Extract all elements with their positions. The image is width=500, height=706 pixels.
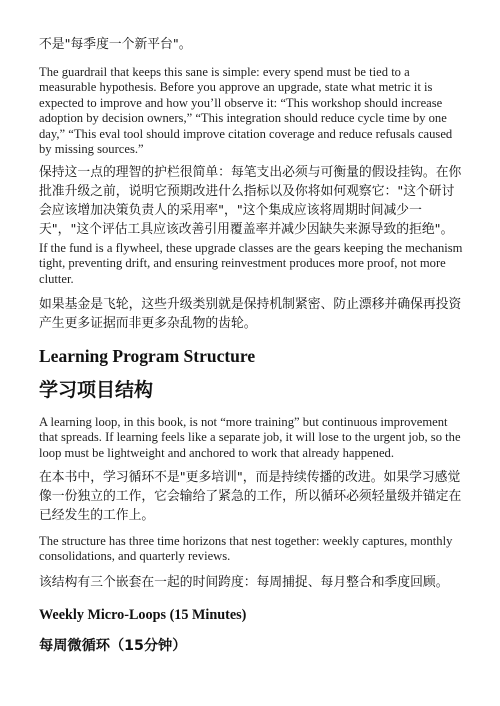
paragraph-structure-en: The structure has three time horizons that nest together: weekly captures, monthly consolidations, and quarterly reviews. [39,534,453,564]
paragraph-guardrail-zh: 保持这一点的理智的护栏很简单：每笔支出必须与可衡量的假设挂钩。在你批准升级之前，说明它预期改进什么指标以及你将如何观察它："这个研讨会应该增加决策负责人的采用率"，"这个集成应该将周期时间减少一天"，"这个评估工具应该改善引用覆盖率并减少因缺失来源导致的拒绝"。 [39,165,462,237]
section-title-en: Learning Program Structure [39,346,256,366]
paragraph-flywheel-en: If the fund is a flywheel, these upgrade classes are the gears keeping the mechanism tight, preventing drift, and ensuring reinvestment produces more proof, not more clutter. [39,241,463,286]
paragraph-zh-intro: 不是"每季度一个新平台"。 [39,37,192,52]
paragraph-guardrail-en: The guardrail that keeps this sane is simple: every spend must be tied to a measurable hypothesis. Before you approve an upgrade, state what metric it is expected to improve and how you’ll observe it: “This workshop should increase adoption by decision owners,” “This integration should reduce cycle time by one day,” “This eval tool should improve citation coverage and reduce refusals caused by missing sources.” [39,65,453,157]
paragraph-learning-loop-en: A learning loop, in this book, is not “more training” but continuous improvement that spreads. If learning feels like a separate job, it will lose to the urgent job, so the loop must be lightweight and anchored to work that already happened. [39,415,461,460]
subsection-title-zh: 每周微循环（15分钟） [39,638,187,654]
paragraph-learning-loop-zh: 在本书中，学习循环不是"更多培训"，而是持续传播的改进。如果学习感觉像一份独立的工作，它会输给了紧急的工作，所以循环必须轻量级并锚定在已经发生的工作上。 [39,470,462,523]
paragraph-structure-zh: 该结构有三个嵌套在一起的时间跨度：每周捕捉、每月整合和季度回顾。 [39,575,449,590]
paragraph-flywheel-zh: 如果基金是飞轮，这些升级类别就是保持机制紧密、防止漂移并确保再投资产生更多证据而非更多杂乱物的齿轮。 [39,297,462,331]
section-title-zh: 学习项目结构 [39,379,154,401]
subsection-title-en: Weekly Micro-Loops (15 Minutes) [39,607,247,623]
